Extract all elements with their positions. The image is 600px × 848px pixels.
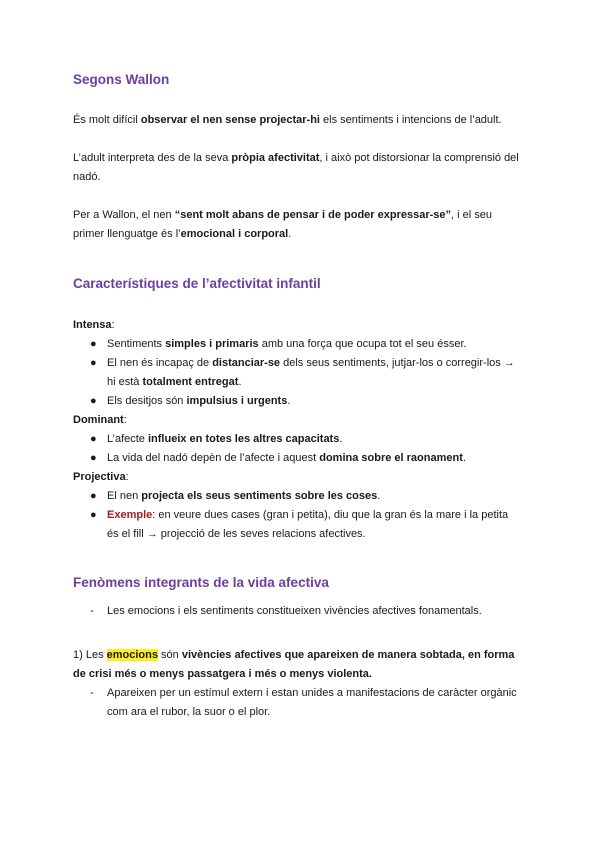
list-item [107,684,537,722]
text: , i això pot distorsionar la comprensió del [319,152,519,164]
text: . [462,452,466,464]
text: : [111,319,115,331]
bold-text: domina sobre el raonament [319,452,463,464]
label-text: Intensa [73,319,112,331]
text: : en veure dues cases (gran i petita), diu que la gran és la mare i la petita [152,509,509,521]
paragraph-adult-interprets [73,149,533,187]
heading-fenomens: Fenòmens integrants de la vida afectiva [73,575,329,590]
paragraph-wallon-quote [73,206,533,244]
bold-text: totalment entregat [142,376,239,388]
text: Per a Wallon, el nen [73,209,175,221]
text: com ara el rubor, la suor o el plor. [107,706,271,718]
text: dels seus sentiments, jutjar-los o corregir-los → [280,357,515,369]
bold-text: distanciar-se [212,357,281,369]
text: , i el seu [451,209,492,221]
text: L’adult interpreta des de la seva [73,152,232,164]
text: Apareixen per un estímul extern i estan unides a manifestacions de caràcter orgànic [107,687,517,699]
heading-segons-wallon: Segons Wallon [73,72,170,87]
paragraph-emocions [73,646,533,684]
text: És molt difícil [73,114,141,126]
list-item [107,487,537,506]
label-text: Projectiva [73,471,126,483]
label-dominant [73,411,127,430]
list-item [107,449,537,468]
label-text: Dominant [73,414,124,426]
bold-text: vivències afectives que apareixen de manera sobtada, en forma [181,649,515,661]
text: primer llenguatge és l’ [73,228,181,240]
list-item [107,430,537,449]
example-label: Exemple [107,509,153,521]
bold-text: simples i primaris [165,338,259,350]
paragraph-difficult-observe [73,111,533,130]
dash-marker: - [90,687,94,699]
bullet-icon: ● [90,452,97,464]
text: hi està [107,376,143,388]
bullet-icon: ● [90,433,97,445]
bold-text: impulsius i urgents [186,395,288,407]
text: 1) Les [73,649,107,661]
bold-text: emocional i corporal [180,228,289,240]
label-projectiva [73,468,129,487]
text: . [339,433,343,445]
text: nadó. [73,171,101,183]
list-item [107,354,537,392]
dash-marker: - [90,605,94,617]
bold-text: de crisi més o menys passatgera i més o menys violenta. [73,668,372,680]
heading-caracteristiques: Característiques de l’afectivitat infantil [73,276,321,291]
bold-text: observar el nen sense projectar-hi [140,114,320,126]
text: El nen és incapaç de [107,357,213,369]
text: Els desitjos són [107,395,187,407]
text: La vida del nadó depèn de l’afecte i aquest [107,452,320,464]
text: . [288,228,292,240]
highlighted-term: emocions [106,649,158,661]
bullet-icon: ● [90,509,97,521]
text: Sentiments [107,338,166,350]
text: són [158,649,182,661]
text: : [123,414,127,426]
text: : [125,471,129,483]
bold-text: projecta els seus sentiments sobre les coses [141,490,378,502]
bullet-icon: ● [90,395,97,407]
bold-text: “sent molt abans de pensar i de poder expressar-se” [174,209,452,221]
text: . [287,395,291,407]
bullet-icon: ● [90,490,97,502]
list-item: Les emocions i els sentiments constitueixen vivències afectives fonamentals. [107,605,482,617]
list-item [107,392,537,411]
text: és el fill → projecció de les seves relacions afectives. [107,528,366,540]
text: El nen [107,490,142,502]
text: . [377,490,381,502]
bold-text: pròpia afectivitat [231,152,320,164]
list-item [107,506,537,544]
bullet-icon: ● [90,357,97,369]
label-intensa [73,316,115,335]
bold-text: influeix en totes les altres capacitats [147,433,340,445]
bullet-icon: ● [90,338,97,350]
text: L’afecte [107,433,148,445]
text: amb una força que ocupa tot el seu ésser. [258,338,467,350]
text: . [238,376,242,388]
list-item [107,335,537,354]
text: els sentiments i intencions de l’adult. [320,114,502,126]
